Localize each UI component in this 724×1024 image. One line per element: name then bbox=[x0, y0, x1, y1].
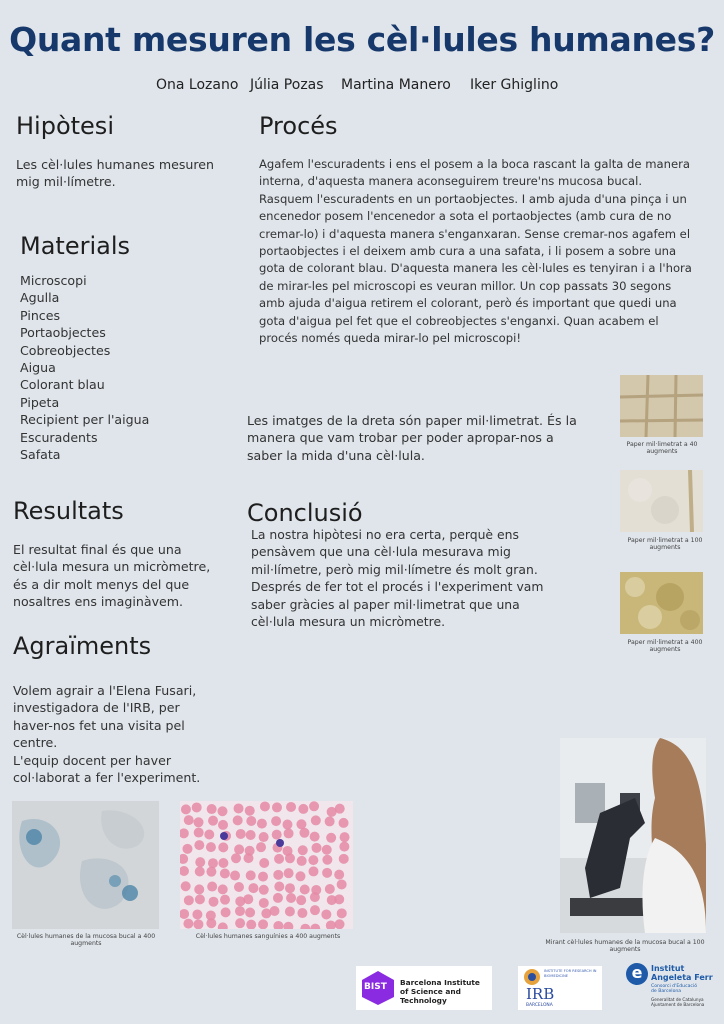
authors bbox=[0, 77, 724, 97]
resultats-text: El resultat final és que una cèl·lula mesura un micròmetre, és a dir molt menys del que nosaltres ens imaginàvem. bbox=[13, 542, 211, 610]
blood-cell bbox=[311, 815, 321, 825]
caption-microscopi: Mirant cèl·lules humanes de la mucosa bucal a 100 augments bbox=[545, 939, 705, 953]
list-item: Escuradents bbox=[20, 429, 98, 445]
blood-cell bbox=[270, 906, 280, 916]
blood-cell bbox=[309, 801, 319, 811]
blood-cell bbox=[310, 892, 320, 902]
blood-cell bbox=[235, 906, 245, 916]
blood-cell bbox=[181, 881, 191, 891]
blood-cell bbox=[193, 919, 203, 929]
author-name: Júlia Pozas bbox=[250, 77, 324, 93]
blood-cell bbox=[206, 918, 216, 928]
hipotesi-heading: Hipòtesi bbox=[16, 112, 114, 140]
list-item: Recipient per l'aigua bbox=[20, 412, 150, 428]
agraiments-text-2: L'equip docent per haver col·laborat a fer l'experiment. bbox=[13, 753, 201, 786]
blood-cell bbox=[296, 819, 306, 829]
grid-image bbox=[620, 470, 703, 532]
mucosa-image bbox=[12, 801, 159, 929]
blood-cell bbox=[322, 868, 332, 878]
blood-cell bbox=[208, 858, 218, 868]
proces-text: Agafem l'escuradents i ens el posem a la boca rascant la galta de manera interna, d'aquesta manera aconseguirem treure'ns mucosa bucal. Rasquem l'escuradents en un portaobjectes. I amb ajuda d'una pinça i un encenedor posem l'encenedor a sota el portaobjectes (amb cura de no cremar-lo) i d'aquesta manera s'enganxaran. Sense cremar-nos agafem el portaobjectes i el deixem amb cura a una safata, i li posem a sobre una gota de colorant blau. D'aquesta manera les cèl·lules es tenyiran i a l'hora de mirar-les pel microscopi es veuran millor. Un cop passats 30 segons amb ajuda d'aigua retirem el colorant, però és important que quedi una gota d'aigua pel fet que el cobreobjectes s'enganxi. Quan acabem el procés només queda mirar-lo pel microscopi! bbox=[259, 157, 692, 346]
blood-cell bbox=[231, 853, 241, 863]
blood-cell bbox=[286, 893, 296, 903]
caption-sang: Cèl·lules humanes sanguínies a 400 augments bbox=[195, 933, 341, 940]
blood-cell bbox=[220, 895, 230, 905]
blood-cell bbox=[285, 853, 295, 863]
blood-cell bbox=[194, 840, 204, 850]
blood-cell bbox=[206, 867, 216, 877]
blood-cell bbox=[206, 842, 216, 852]
agraiments-text-1: Volem agrair a l'Elena Fusari, investigadora de l'IRB, per haver-nos fet una visita pel centre. bbox=[13, 683, 197, 751]
blood-cell bbox=[299, 828, 309, 838]
blood-cell bbox=[321, 909, 331, 919]
blood-cell bbox=[298, 845, 308, 855]
blood-cell bbox=[192, 909, 202, 919]
blood-cell bbox=[209, 897, 219, 907]
blood-cell bbox=[235, 918, 245, 928]
institut-logo bbox=[626, 964, 724, 1014]
blood-cell bbox=[322, 845, 332, 855]
blood-cell bbox=[325, 816, 335, 826]
blood-cell bbox=[260, 801, 270, 811]
blood-cell bbox=[234, 882, 244, 892]
list-item: Microscopi bbox=[20, 273, 87, 288]
caption-paper400: Paper mil·limetrat a 400 augments bbox=[627, 639, 703, 653]
blood-cell bbox=[256, 842, 266, 852]
blood-cell bbox=[274, 881, 284, 891]
blood-cell bbox=[282, 820, 292, 830]
institut-line2: Angeleta Ferr bbox=[651, 973, 713, 982]
microscopi-photo bbox=[560, 738, 706, 933]
institut-sub3: Generalitat de Catalunya bbox=[651, 997, 704, 1002]
blood-cell bbox=[271, 816, 281, 826]
blood-cell bbox=[273, 870, 283, 880]
list-item: Cobreobjectes bbox=[20, 342, 111, 358]
list-item: Aigua bbox=[20, 360, 56, 376]
grid-image bbox=[620, 572, 703, 634]
microscope-image bbox=[560, 738, 706, 933]
institut-sub1: Consorci d'Educació bbox=[651, 984, 698, 989]
list-item: Safata bbox=[20, 447, 61, 463]
blood-cell bbox=[335, 919, 345, 929]
white-blood-cell bbox=[220, 832, 228, 840]
paper-400-photo bbox=[620, 572, 703, 634]
blood-cell bbox=[339, 818, 349, 828]
blood-cell bbox=[295, 871, 305, 881]
page-title: Quant mesuren les cèl·lules humanes? bbox=[9, 20, 715, 59]
blood-cell bbox=[296, 895, 306, 905]
blood-cell bbox=[274, 854, 284, 864]
blood-cell bbox=[194, 884, 204, 894]
blood-cell bbox=[284, 868, 294, 878]
blood-cell bbox=[207, 882, 217, 892]
blood-cell bbox=[310, 905, 320, 915]
blood-cell bbox=[221, 907, 231, 917]
blood-cell bbox=[245, 806, 255, 816]
blood-cell bbox=[204, 829, 214, 839]
blood-cell bbox=[339, 842, 349, 852]
agraiments-heading: Agraïments bbox=[13, 632, 152, 660]
blood-cell bbox=[243, 894, 253, 904]
blood-cell bbox=[259, 832, 269, 842]
paper-40-photo bbox=[620, 375, 703, 437]
list-item: Portaobjectes bbox=[20, 325, 106, 341]
blood-cell bbox=[285, 883, 295, 893]
paper-100-photo bbox=[620, 470, 703, 532]
blood-cell bbox=[259, 885, 269, 895]
blood-cells-image bbox=[180, 801, 353, 929]
blood-cell bbox=[259, 858, 269, 868]
blood-cell bbox=[248, 883, 258, 893]
irb-emblem-icon bbox=[523, 968, 541, 986]
blood-cell bbox=[308, 866, 318, 876]
sang-photo bbox=[180, 801, 353, 929]
blood-cell bbox=[195, 857, 205, 867]
bist-logo bbox=[356, 966, 492, 1010]
hipotesi-text: Les cèl·lules humanes mesuren mig mil·límetre. bbox=[16, 157, 215, 190]
bist-name: Barcelona Institute of Science and Technology bbox=[400, 978, 480, 1005]
proces-heading: Procés bbox=[259, 112, 338, 140]
blood-cell bbox=[218, 820, 228, 830]
institut-mark: e bbox=[626, 963, 648, 985]
blood-cell bbox=[258, 919, 268, 929]
blood-cell bbox=[308, 855, 318, 865]
irb-small-text: INSTITUTE FOR RESEARCH IN BIOMEDICINE bbox=[544, 969, 597, 978]
list-item: Pipeta bbox=[20, 394, 60, 410]
blood-cell bbox=[218, 842, 228, 852]
grid-image bbox=[620, 375, 703, 437]
caption-paper100: Paper mil·limetrat a 100 augments bbox=[627, 537, 703, 551]
blood-cell bbox=[272, 830, 282, 840]
institut-sub2: de Barcelona bbox=[651, 989, 682, 994]
conclusio-heading: Conclusió bbox=[247, 499, 363, 527]
blood-cell bbox=[184, 815, 194, 825]
blood-cell bbox=[182, 844, 192, 854]
blood-cell bbox=[297, 908, 307, 918]
institut-sub4: Ajuntament de Barcelona bbox=[651, 1002, 705, 1007]
resultats-heading: Resultats bbox=[13, 497, 124, 525]
blood-cell bbox=[194, 817, 204, 827]
blood-cell bbox=[243, 853, 253, 863]
blood-cell bbox=[284, 828, 294, 838]
blood-cell bbox=[234, 803, 244, 813]
blood-cell bbox=[285, 907, 295, 917]
imatges-note: Les imatges de la dreta són paper mil·limetrat. És la manera que vam trobar per poder apropar-nos a saber la mida d'una cèl·lula. bbox=[247, 413, 577, 463]
blood-cell bbox=[297, 856, 307, 866]
white-blood-cell bbox=[276, 839, 284, 847]
blood-cell bbox=[286, 802, 296, 812]
blood-cell bbox=[259, 898, 269, 908]
blood-cell bbox=[310, 832, 320, 842]
blood-cell bbox=[272, 802, 282, 812]
blood-cell bbox=[208, 816, 218, 826]
blood-cell bbox=[298, 804, 308, 814]
blood-cell bbox=[335, 804, 345, 814]
author-name: Ona Lozano bbox=[156, 77, 239, 93]
blood-cell bbox=[230, 871, 240, 881]
list-item: Pinces bbox=[20, 307, 61, 323]
materials-list bbox=[20, 272, 149, 463]
blood-cell bbox=[192, 802, 202, 812]
blood-cell bbox=[246, 830, 256, 840]
blood-cell bbox=[337, 879, 347, 889]
blood-cell bbox=[322, 855, 332, 865]
caption-paper40: Paper mil·limetrat a 40 augments bbox=[626, 441, 698, 455]
blood-cell bbox=[233, 815, 243, 825]
blood-cell bbox=[337, 908, 347, 918]
irb-logo bbox=[518, 966, 602, 1010]
blood-cell bbox=[184, 895, 194, 905]
mucosa-photo bbox=[12, 801, 159, 929]
blood-cell bbox=[326, 833, 336, 843]
blood-cell bbox=[195, 894, 205, 904]
blood-cell bbox=[334, 894, 344, 904]
blood-cell bbox=[340, 832, 350, 842]
caption-mucosa: Cèl·lules humanes de la mucosa bucal a 400 augments bbox=[16, 933, 156, 947]
blood-cell bbox=[218, 858, 228, 868]
blood-cell bbox=[312, 843, 322, 853]
blood-cell bbox=[236, 829, 246, 839]
blood-cell bbox=[220, 868, 230, 878]
blood-cell bbox=[325, 884, 335, 894]
blood-cell bbox=[217, 806, 227, 816]
materials-heading: Materials bbox=[20, 232, 131, 260]
blood-cell bbox=[181, 804, 191, 814]
blood-cell bbox=[195, 867, 205, 877]
blood-cell bbox=[334, 870, 344, 880]
list-item: Agulla bbox=[20, 290, 60, 306]
blood-cell bbox=[339, 854, 349, 864]
blood-cell bbox=[194, 828, 204, 838]
blood-cell bbox=[207, 804, 217, 814]
blood-cell bbox=[257, 819, 267, 829]
blood-cell bbox=[300, 884, 310, 894]
blood-cell bbox=[245, 908, 255, 918]
blood-cell bbox=[218, 884, 228, 894]
institut-line1: Institut bbox=[651, 964, 685, 973]
blood-cell bbox=[273, 893, 283, 903]
blood-cell bbox=[246, 870, 256, 880]
blood-cell bbox=[183, 919, 193, 929]
blood-cell bbox=[246, 816, 256, 826]
author-name: Iker Ghiglino bbox=[470, 77, 559, 93]
irb-mark: IRB bbox=[526, 985, 555, 1003]
bist-mark: BIST bbox=[364, 982, 387, 992]
list-item: Colorant blau bbox=[20, 377, 105, 393]
conclusio-text: La nostra hipòtesi no era certa, perquè ens pensàvem que una cèl·lula mesurava mig mil·límetre, però mig mil·límetre és molt gran. Després de fer tot el procés i l'experiment vam saber gràcies al paper mil·limetrat que una cèl·lula mesura un micròmetre. bbox=[251, 527, 544, 630]
blood-cell bbox=[258, 872, 268, 882]
irb-city: BARCELONA bbox=[526, 1003, 553, 1008]
author-name: Martina Manero bbox=[341, 77, 451, 93]
blood-cell bbox=[234, 844, 244, 854]
